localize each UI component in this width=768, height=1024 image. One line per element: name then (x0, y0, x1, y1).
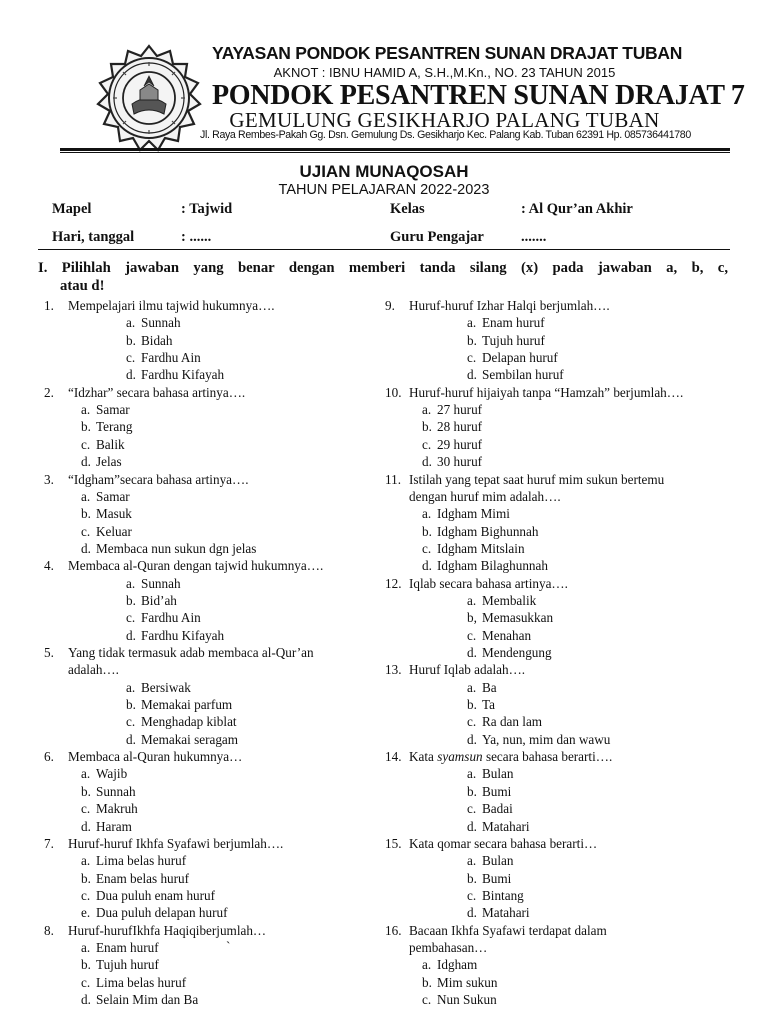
question-number: 15. (385, 835, 402, 851)
option-text: 27 huruf (437, 402, 483, 418)
option-letter: b. (81, 957, 91, 973)
option-text: Ba (482, 679, 497, 695)
option-text: Tujuh huruf (96, 957, 159, 973)
option-letter: b. (126, 697, 136, 713)
option-text: Enam huruf (96, 939, 159, 955)
notary-line: AKNOT : IBNU HAMID A, S.H.,M.Kn., NO. 23 TAHUN 2015 (273, 65, 616, 80)
hari-label: Hari, tanggal (52, 229, 135, 245)
question-text: Membaca al-Quran hukumnya… (68, 749, 243, 765)
school-location: GEMULUNG GESIKHARJO PALANG TUBAN (229, 108, 660, 132)
option-letter: a. (81, 939, 91, 955)
option-letter: b. (81, 870, 91, 886)
option-text: Wajib (96, 766, 128, 782)
option-letter: b. (422, 523, 432, 539)
option-letter: d. (81, 992, 91, 1007)
option-text: Memakai parfum (141, 697, 233, 713)
option-text: Menahan (482, 627, 532, 643)
question-text: Istilah yang tepat saat huruf mim sukun bertemu (409, 471, 665, 487)
option-text: Haram (96, 818, 132, 834)
option-letter: b. (81, 506, 91, 522)
option-letter: a. (81, 402, 91, 418)
option-letter: a. (81, 488, 91, 504)
option-text: Sunnah (141, 575, 181, 591)
option-text: Fardhu Kifayah (141, 367, 225, 383)
option-letter: b. (126, 332, 136, 348)
option-text: 30 huruf (437, 454, 483, 470)
instruction-line-2: atau d! (60, 278, 105, 294)
option-letter: d. (467, 818, 477, 834)
question-number: 3. (44, 471, 54, 487)
question-number: 10. (385, 384, 402, 400)
option-letter: c. (422, 436, 432, 452)
header-rule-thick (60, 148, 730, 151)
option-letter: d. (126, 367, 136, 383)
question-number: 13. (385, 662, 402, 678)
option-text: Enam huruf (482, 315, 545, 331)
option-text: Menghadap kiblat (141, 714, 237, 730)
option-letter: c. (81, 801, 91, 817)
option-text: Enam belas huruf (96, 870, 190, 886)
option-text: Memakai seragam (141, 731, 239, 747)
option-text: Idgham Bighunnah (437, 523, 539, 539)
option-text: Masuk (96, 506, 132, 522)
option-letter: b. (81, 783, 91, 799)
hari-value: : ...... (181, 229, 212, 245)
option-letter: a. (467, 592, 477, 608)
option-text: Badai (482, 801, 513, 817)
option-text: Bintang (482, 887, 524, 903)
option-letter: a. (81, 766, 91, 782)
option-letter: d. (81, 818, 91, 834)
option-text: Bulan (482, 766, 514, 782)
question-text: Kata syamsun secara bahasa berarti…. (409, 749, 613, 765)
option-text: Bidah (141, 332, 173, 348)
question-text: “Idzhar” secara bahasa artinya…. (68, 384, 246, 400)
option-text: Idgham (437, 957, 478, 973)
option-letter: c. (422, 540, 432, 556)
option-letter: c. (81, 523, 91, 539)
option-letter: a. (81, 853, 91, 869)
option-letter: c. (467, 627, 477, 643)
option-letter: e. (81, 905, 91, 921)
guru-label: Guru Pengajar (390, 229, 484, 245)
option-letter: d. (81, 454, 91, 470)
option-text: Terang (96, 419, 133, 435)
question-text: Huruf-huruf Izhar Halqi berjumlah…. (409, 298, 610, 313)
option-text: Mendengung (482, 645, 552, 660)
option-text: Ya, nun, mim dan wawu (482, 731, 611, 747)
option-letter: d. (126, 731, 136, 747)
option-text: Bersiwak (141, 679, 191, 695)
option-text: Bulan (482, 853, 514, 869)
option-text: Bumi (482, 783, 512, 799)
mapel-value: : Tajwid (181, 201, 233, 217)
option-letter: a. (126, 575, 136, 591)
option-letter: a. (467, 853, 477, 869)
meta-divider (38, 249, 730, 250)
option-letter: d. (467, 645, 477, 660)
option-text: Sembilan huruf (482, 367, 564, 383)
option-letter: c. (467, 350, 477, 366)
question-number: 11. (385, 471, 401, 487)
option-letter: d. (467, 905, 477, 921)
option-text: Idgham Bilaghunnah (437, 558, 548, 574)
option-text: Bid’ah (141, 592, 177, 608)
question-number: 16. (385, 922, 402, 938)
option-letter: d. (422, 558, 432, 574)
question-text: dengan huruf mim adalah…. (409, 488, 561, 504)
option-letter: c. (422, 992, 432, 1007)
option-letter: c. (467, 714, 477, 730)
header-rule-thin (60, 152, 730, 153)
question-number: 5. (44, 645, 54, 660)
option-letter: b. (467, 783, 477, 799)
option-letter: c. (126, 714, 136, 730)
option-letter: c. (467, 801, 477, 817)
option-letter: d. (467, 367, 477, 383)
instruction-line-1: I. Pilihlah jawaban yang benar dengan memberi tanda silang (x) pada jawaban a, b, c, (38, 260, 728, 276)
option-text: Dua puluh enam huruf (96, 887, 216, 903)
mapel-label: Mapel (52, 201, 92, 217)
option-letter: a. (126, 679, 136, 695)
question-number: 1. (44, 298, 54, 313)
question-text: Kata qomar secara bahasa berarti… (409, 835, 598, 851)
option-text: Lima belas huruf (96, 853, 187, 869)
option-letter: b. (126, 592, 136, 608)
question-number: 4. (44, 558, 54, 574)
option-text: Samar (96, 488, 130, 504)
option-text: Sunnah (96, 783, 136, 799)
question-text: Membaca al-Quran dengan tajwid hukumnya…. (68, 558, 324, 574)
kelas-label: Kelas (390, 201, 425, 217)
foundation-name: YAYASAN PONDOK PESANTREN SUNAN DRAJAT TUBAN (212, 43, 683, 63)
question-number: 6. (44, 749, 54, 765)
kelas-value: : Al Qur’an Akhir (521, 201, 633, 217)
option-letter: a. (422, 506, 432, 522)
school-name: PONDOK PESANTREN SUNAN DRAJAT 7 (212, 80, 745, 111)
option-text: Keluar (96, 523, 132, 539)
option-text: Bumi (482, 870, 512, 886)
option-text: Ra dan lam (482, 714, 543, 730)
option-text: Delapan huruf (482, 350, 558, 366)
option-text: Matahari (482, 818, 530, 834)
option-letter: b. (422, 974, 432, 990)
option-text: Ta (482, 697, 495, 713)
question-text: Huruf-huruf Ikhfa Syafawi berjumlah…. (68, 835, 284, 851)
exam-year: TAHUN PELAJARAN 2022-2023 (278, 182, 490, 198)
option-letter: a. (467, 315, 477, 331)
question-number: 14. (385, 749, 402, 765)
option-letter: d. (467, 731, 477, 747)
question-number: 12. (385, 575, 402, 591)
option-letter: c. (126, 610, 136, 626)
option-letter: a. (126, 315, 136, 331)
question-text: adalah…. (68, 662, 119, 678)
option-letter: d. (422, 454, 432, 470)
option-letter: b. (467, 697, 477, 713)
question-text: Mempelajari ilmu tajwid hukumnya…. (68, 298, 275, 313)
option-text: Lima belas huruf (96, 974, 187, 990)
option-text: Membaca nun sukun dgn jelas (96, 540, 257, 556)
option-text: Idgham Mitslain (437, 540, 525, 556)
question-number: 7. (44, 835, 54, 851)
option-letter: b. (467, 870, 477, 886)
option-letter: a. (467, 766, 477, 782)
exam-title: UJIAN MUNAQOSAH (299, 162, 469, 181)
question-number: 9. (385, 298, 395, 313)
option-letter: c. (81, 436, 91, 452)
option-letter: c. (126, 350, 136, 366)
question-text: Yang tidak termasuk adab membaca al-Qur’an (68, 645, 314, 660)
option-text: Nun Sukun (437, 992, 497, 1007)
stray-mark: ` (226, 939, 231, 954)
option-letter: a. (467, 679, 477, 695)
option-text: Fardhu Kifayah (141, 627, 225, 643)
school-logo-icon (90, 42, 208, 154)
option-text: Mim sukun (437, 974, 498, 990)
option-letter: b. (81, 419, 91, 435)
option-text: Dua puluh delapan huruf (96, 905, 228, 921)
option-letter: d. (81, 540, 91, 556)
option-letter: c. (467, 887, 477, 903)
option-letter: c. (81, 974, 91, 990)
question-text: “Idgham”secara bahasa artinya…. (68, 471, 249, 487)
option-text: Idgham Mimi (437, 506, 510, 522)
option-text: Membalik (482, 592, 537, 608)
option-text: Balik (96, 436, 125, 452)
question-text: Huruf Iqlab adalah…. (409, 662, 526, 678)
option-text: Fardhu Ain (141, 610, 201, 626)
option-letter: b, (467, 610, 477, 626)
question-number: 2. (44, 384, 54, 400)
option-letter: b. (467, 332, 477, 348)
option-text: Fardhu Ain (141, 350, 201, 366)
option-text: Tujuh huruf (482, 332, 545, 348)
question-text: pembahasan… (409, 939, 488, 955)
school-address: Jl. Raya Rembes-Pakah Gg. Dsn. Gemulung Ds. Gesikharjo Kec. Palang Kab. Tuban 62391 Hp. 085736441780 (200, 129, 691, 141)
option-text: Sunnah (141, 315, 181, 331)
question-text: Huruf-huruf hijaiyah tanpa “Hamzah” berjumlah…. (409, 384, 684, 400)
option-text: 28 huruf (437, 419, 483, 435)
option-text: Matahari (482, 905, 530, 921)
option-letter: b. (422, 419, 432, 435)
guru-value: ....... (521, 229, 547, 245)
question-number: 8. (44, 922, 54, 938)
question-text: Bacaan Ikhfa Syafawi terdapat dalam (409, 922, 607, 938)
option-text: Memasukkan (482, 610, 554, 626)
question-text: Iqlab secara bahasa artinya…. (409, 575, 568, 591)
option-letter: d. (126, 627, 136, 643)
option-text: Makruh (96, 801, 138, 817)
option-text: Selain Mim dan Ba (96, 992, 199, 1007)
option-text: Jelas (96, 454, 122, 470)
option-text: Samar (96, 402, 130, 418)
option-text: 29 huruf (437, 436, 483, 452)
option-letter: a. (422, 957, 432, 973)
option-letter: c. (81, 887, 91, 903)
option-letter: a. (422, 402, 432, 418)
question-text: Huruf-hurufIkhfa Haqiqiberjumlah… (68, 922, 267, 938)
